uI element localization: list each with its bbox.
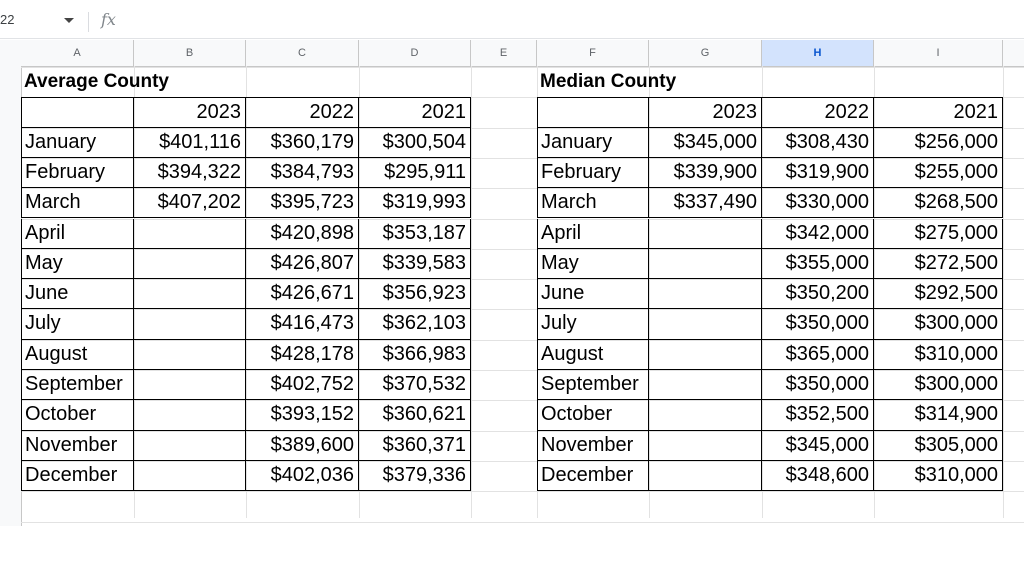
average-value-cell: $362,103 [359, 309, 471, 339]
median-value-cell: $342,000 [762, 219, 874, 249]
median-value-cell [649, 309, 762, 339]
average-month-label: March [21, 188, 134, 218]
average-value-cell: $379,336 [359, 461, 471, 491]
average-value-cell [134, 370, 246, 400]
median-value-cell: $305,000 [874, 431, 1003, 461]
median-month-label: September [537, 370, 649, 400]
median-month-label: November [537, 431, 649, 461]
median-month-label: February [537, 158, 649, 188]
median-value-cell: $300,000 [874, 309, 1003, 339]
average-value-cell [134, 219, 246, 249]
average-year-header-2021: 2021 [359, 97, 471, 127]
average-month-label: May [21, 249, 134, 279]
average-value-cell [134, 249, 246, 279]
average-value-cell: $426,671 [246, 279, 359, 309]
average-month-label: February [21, 158, 134, 188]
median-month-label: June [537, 279, 649, 309]
average-month-label: April [21, 219, 134, 249]
average-header-blank [21, 97, 134, 127]
average-value-cell: $393,152 [246, 400, 359, 430]
average-value-cell: $389,600 [246, 431, 359, 461]
median-value-cell: $348,600 [762, 461, 874, 491]
gridline [471, 66, 472, 518]
column-header-row [0, 40, 1024, 67]
gridline [21, 491, 1024, 492]
average-value-cell: $416,473 [246, 309, 359, 339]
average-month-label: July [21, 309, 134, 339]
median-value-cell: $337,490 [649, 188, 762, 218]
median-value-cell [649, 400, 762, 430]
average-value-cell: $319,993 [359, 188, 471, 218]
column-header-i[interactable]: I [874, 40, 1003, 66]
column-header-d[interactable]: D [359, 40, 471, 66]
median-value-cell [649, 219, 762, 249]
average-year-header-2022: 2022 [246, 97, 359, 127]
column-header-b[interactable]: B [134, 40, 246, 66]
median-year-header-2022: 2022 [762, 97, 874, 127]
column-header-f[interactable]: F [537, 40, 649, 66]
median-value-cell [649, 279, 762, 309]
average-value-cell: $384,793 [246, 158, 359, 188]
median-value-cell: $339,900 [649, 158, 762, 188]
average-value-cell: $295,911 [359, 158, 471, 188]
column-header-c[interactable]: C [246, 40, 359, 66]
gridline [1003, 66, 1004, 518]
average-month-label: January [21, 128, 134, 158]
column-header-g[interactable]: G [649, 40, 762, 66]
median-value-cell [649, 340, 762, 370]
median-value-cell: $256,000 [874, 128, 1003, 158]
gridline [21, 522, 1024, 523]
average-value-cell: $360,621 [359, 400, 471, 430]
median-value-cell [649, 431, 762, 461]
median-value-cell: $350,000 [762, 309, 874, 339]
median-value-cell: $310,000 [874, 340, 1003, 370]
average-value-cell [134, 340, 246, 370]
median-value-cell: $314,900 [874, 400, 1003, 430]
average-value-cell: $401,116 [134, 128, 246, 158]
average-value-cell: $339,583 [359, 249, 471, 279]
median-value-cell: $272,500 [874, 249, 1003, 279]
median-year-header-2021: 2021 [874, 97, 1003, 127]
average-value-cell [134, 431, 246, 461]
formula-bar-divider [88, 12, 89, 32]
average-value-cell: $360,179 [246, 128, 359, 158]
average-value-cell: $426,807 [246, 249, 359, 279]
median-month-label: August [537, 340, 649, 370]
average-month-label: September [21, 370, 134, 400]
name-box[interactable]: 22 [0, 12, 15, 27]
median-value-cell: $355,000 [762, 249, 874, 279]
average-value-cell: $394,322 [134, 158, 246, 188]
median-header-blank [537, 97, 649, 127]
average-value-cell [134, 309, 246, 339]
formula-bar [0, 0, 1024, 39]
column-header-h[interactable]: H [762, 40, 874, 66]
median-value-cell: $308,430 [762, 128, 874, 158]
average-value-cell: $395,723 [246, 188, 359, 218]
median-value-cell: $275,000 [874, 219, 1003, 249]
average-value-cell [134, 461, 246, 491]
median-month-label: January [537, 128, 649, 158]
average-table-title: Average County [24, 71, 169, 92]
average-value-cell: $407,202 [134, 188, 246, 218]
median-value-cell [649, 249, 762, 279]
median-value-cell: $345,000 [762, 431, 874, 461]
average-value-cell: $356,923 [359, 279, 471, 309]
median-value-cell: $350,200 [762, 279, 874, 309]
median-month-label: October [537, 400, 649, 430]
median-value-cell [649, 461, 762, 491]
average-value-cell: $370,532 [359, 370, 471, 400]
fx-icon: fx [101, 10, 116, 29]
median-month-label: May [537, 249, 649, 279]
median-value-cell: $292,500 [874, 279, 1003, 309]
average-value-cell: $402,752 [246, 370, 359, 400]
average-value-cell: $366,983 [359, 340, 471, 370]
median-year-header-2023: 2023 [649, 97, 762, 127]
median-value-cell: $330,000 [762, 188, 874, 218]
median-value-cell [649, 370, 762, 400]
average-value-cell: $300,504 [359, 128, 471, 158]
median-month-label: March [537, 188, 649, 218]
column-header-e[interactable]: E [471, 40, 537, 66]
median-value-cell: $352,500 [762, 400, 874, 430]
median-value-cell: $310,000 [874, 461, 1003, 491]
average-year-header-2023: 2023 [134, 97, 246, 127]
average-value-cell: $428,178 [246, 340, 359, 370]
average-month-label: June [21, 279, 134, 309]
average-month-label: December [21, 461, 134, 491]
average-value-cell: $360,371 [359, 431, 471, 461]
median-value-cell: $268,500 [874, 188, 1003, 218]
average-month-label: November [21, 431, 134, 461]
median-value-cell: $319,900 [762, 158, 874, 188]
median-month-label: April [537, 219, 649, 249]
average-value-cell: $402,036 [246, 461, 359, 491]
average-value-cell [134, 400, 246, 430]
average-value-cell: $420,898 [246, 219, 359, 249]
median-value-cell: $300,000 [874, 370, 1003, 400]
median-month-label: December [537, 461, 649, 491]
median-value-cell: $255,000 [874, 158, 1003, 188]
average-value-cell: $353,187 [359, 219, 471, 249]
median-value-cell: $345,000 [649, 128, 762, 158]
median-value-cell: $365,000 [762, 340, 874, 370]
name-box-dropdown-icon[interactable] [64, 18, 74, 23]
column-header-a[interactable]: A [21, 40, 134, 66]
median-month-label: July [537, 309, 649, 339]
average-month-label: August [21, 340, 134, 370]
average-month-label: October [21, 400, 134, 430]
average-value-cell [134, 279, 246, 309]
median-table-title: Median County [540, 71, 677, 92]
row-header-column [0, 66, 22, 526]
median-value-cell: $350,000 [762, 370, 874, 400]
